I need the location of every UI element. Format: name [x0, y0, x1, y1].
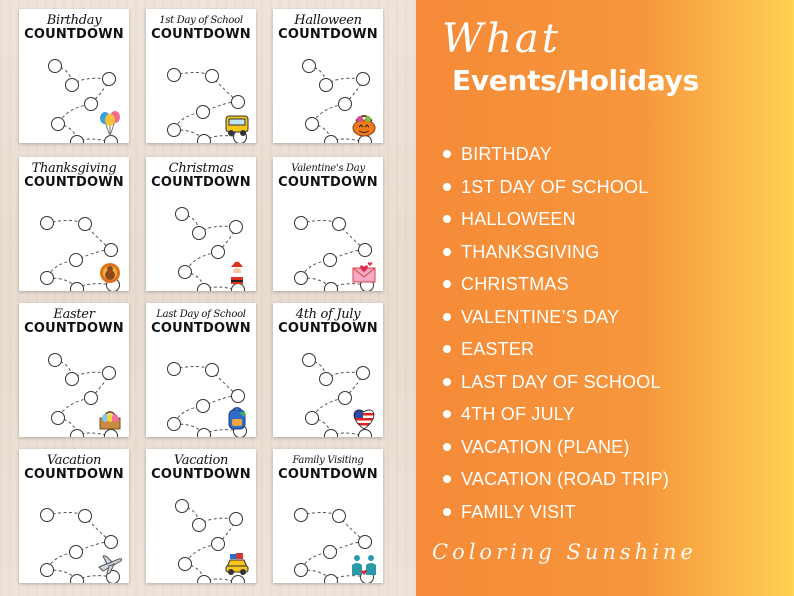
countdown-circle	[71, 575, 84, 584]
countdown-circle	[52, 118, 65, 131]
bullet-icon	[443, 150, 451, 158]
card-subtitle: COUNTDOWN	[151, 467, 251, 482]
card-title: Thanksgiving	[31, 161, 117, 176]
countdown-circle	[320, 79, 333, 92]
countdown-circle	[212, 538, 225, 551]
countdown-circle	[193, 227, 206, 240]
countdown-circle	[357, 367, 370, 380]
event-label: EASTER	[461, 339, 535, 359]
event-item	[441, 403, 669, 436]
bullet-icon	[443, 183, 451, 191]
event-label: VACATION (PLANE)	[461, 436, 630, 457]
countdown-card	[146, 9, 256, 143]
countdown-circle	[212, 246, 225, 259]
countdown-circle	[333, 218, 346, 231]
countdown-circle	[71, 136, 84, 144]
countdown-circle	[197, 106, 210, 119]
countdown-circle	[206, 364, 219, 377]
countdown-circle	[303, 354, 316, 367]
bullet-icon	[443, 345, 451, 353]
countdown-circle	[105, 244, 118, 257]
countdown-circle	[105, 536, 118, 549]
countdown-circle	[66, 373, 79, 386]
countdown-circle	[306, 412, 319, 425]
countdown-circle	[339, 98, 352, 111]
bullet-icon	[443, 313, 451, 321]
event-label: LAST DAY OF SCHOOL	[461, 371, 661, 392]
countdown-card	[19, 9, 129, 143]
card-title: Vacation	[173, 453, 229, 468]
backpack-icon	[224, 405, 250, 431]
turkey-icon	[97, 259, 123, 285]
countdown-circle	[70, 546, 83, 559]
card-title: 1st Day of School	[159, 15, 243, 26]
pumpkin-basket-icon	[351, 111, 377, 137]
family-icon	[351, 551, 377, 577]
countdown-card	[273, 157, 383, 291]
countdown-circle	[325, 136, 338, 144]
card-subtitle: COUNTDOWN	[24, 27, 124, 42]
heading-main: Events/Holidays	[452, 64, 699, 97]
countdown-circle	[357, 73, 370, 86]
card-subtitle: COUNTDOWN	[151, 175, 251, 190]
countdown-circle	[359, 244, 372, 257]
countdown-circle	[306, 118, 319, 131]
countdown-circle	[295, 217, 308, 230]
countdown-circle	[320, 373, 333, 386]
event-item	[441, 436, 669, 469]
countdown-card	[19, 449, 129, 583]
event-item	[441, 241, 669, 274]
bullet-icon	[443, 475, 451, 483]
countdown-circle	[66, 79, 79, 92]
countdown-circle	[325, 283, 338, 292]
card-title: Christmas	[168, 161, 234, 176]
countdown-card	[19, 303, 129, 437]
bullet-icon	[443, 508, 451, 516]
countdown-circle	[324, 546, 337, 559]
card-title: 4th of July	[295, 307, 361, 322]
bullet-icon	[443, 248, 451, 256]
countdown-card	[146, 449, 256, 583]
countdown-circle	[303, 60, 316, 73]
countdown-circle	[325, 430, 338, 438]
bullet-icon	[443, 280, 451, 288]
love-letter-icon	[351, 259, 377, 285]
countdown-circle	[333, 510, 346, 523]
countdown-circle	[49, 354, 62, 367]
bullet-icon	[443, 410, 451, 418]
countdown-card	[273, 449, 383, 583]
countdown-circle	[324, 254, 337, 267]
countdown-circle	[85, 392, 98, 405]
countdown-circle	[70, 254, 83, 267]
event-item	[441, 273, 669, 306]
event-label: BIRTHDAY	[461, 144, 552, 164]
countdown-circle	[49, 60, 62, 73]
event-label: CHRISTMAS	[461, 274, 569, 294]
countdown-circle	[168, 124, 181, 137]
event-label: FAMILY VISIT	[461, 501, 576, 522]
santa-icon	[224, 259, 250, 285]
card-subtitle: COUNTDOWN	[278, 321, 378, 336]
countdown-circle	[198, 429, 211, 438]
countdown-circle	[232, 96, 245, 109]
countdown-circle	[197, 400, 210, 413]
event-item	[441, 501, 669, 534]
card-subtitle: COUNTDOWN	[278, 27, 378, 42]
countdown-circle	[230, 221, 243, 234]
events-list	[441, 143, 669, 533]
card-subtitle: COUNTDOWN	[278, 467, 378, 482]
event-item	[441, 208, 669, 241]
countdown-circle	[359, 536, 372, 549]
easter-basket-icon	[97, 405, 123, 431]
event-item	[441, 176, 669, 209]
event-label: 4TH OF JULY	[461, 404, 575, 424]
event-item	[441, 306, 669, 339]
car-luggage-icon	[224, 551, 250, 577]
countdown-circle	[79, 218, 92, 231]
countdown-circle	[176, 208, 189, 221]
countdown-circle	[198, 284, 211, 292]
countdown-circle	[325, 575, 338, 584]
card-title: Birthday	[46, 13, 102, 28]
countdown-circle	[230, 513, 243, 526]
event-item	[441, 468, 669, 501]
countdown-circle	[339, 392, 352, 405]
school-bus-icon	[224, 111, 250, 137]
card-subtitle: COUNTDOWN	[24, 467, 124, 482]
event-label: VALENTINE’S DAY	[461, 306, 620, 327]
countdown-circle	[41, 272, 54, 285]
countdown-card	[146, 157, 256, 291]
countdown-circle	[232, 390, 245, 403]
countdown-circle	[71, 283, 84, 292]
event-item	[441, 143, 669, 176]
countdown-circle	[295, 564, 308, 577]
card-subtitle: COUNTDOWN	[24, 321, 124, 336]
event-item	[441, 338, 669, 371]
card-title: Halloween	[294, 13, 362, 28]
airplane-icon	[97, 551, 123, 577]
event-label: 1ST DAY OF SCHOOL	[461, 176, 649, 197]
card-subtitle: COUNTDOWN	[151, 321, 251, 336]
countdown-circle	[79, 510, 92, 523]
countdown-circle	[103, 73, 116, 86]
card-title: Family Visiting	[292, 455, 364, 466]
countdown-card	[19, 157, 129, 291]
bullet-icon	[443, 378, 451, 386]
event-label: HALLOWEEN	[461, 209, 576, 229]
countdown-circle	[41, 217, 54, 230]
countdown-circle	[41, 509, 54, 522]
event-item	[441, 371, 669, 404]
card-subtitle: COUNTDOWN	[24, 175, 124, 190]
bullet-icon	[443, 215, 451, 223]
countdown-circle	[52, 412, 65, 425]
bullet-icon	[443, 443, 451, 451]
countdown-circle	[295, 272, 308, 285]
balloons-icon	[97, 111, 123, 137]
countdown-circle	[176, 500, 189, 513]
countdown-card	[273, 303, 383, 437]
event-label: VACATION (ROAD TRIP)	[461, 469, 670, 489]
countdown-circle	[41, 564, 54, 577]
countdown-circle	[206, 70, 219, 83]
countdown-circle	[85, 98, 98, 111]
countdown-circle	[71, 430, 84, 438]
countdown-circle	[168, 418, 181, 431]
flag-heart-icon	[351, 405, 377, 431]
card-title: Vacation	[46, 453, 102, 468]
event-label: THANKSGIVING	[461, 241, 600, 262]
countdown-circle	[198, 135, 211, 144]
countdown-circle	[103, 367, 116, 380]
countdown-circle	[179, 558, 192, 571]
countdown-circle	[193, 519, 206, 532]
card-title: Easter	[53, 307, 95, 322]
card-title: Valentine's Day	[291, 163, 365, 174]
heading-script: What	[442, 16, 561, 62]
countdown-card	[273, 9, 383, 143]
countdown-circle	[198, 576, 211, 584]
brand-name: Coloring Sunshine	[432, 540, 697, 564]
countdown-circle	[295, 509, 308, 522]
card-subtitle: COUNTDOWN	[151, 27, 251, 42]
countdown-circle	[168, 363, 181, 376]
countdown-circle	[168, 69, 181, 82]
countdown-circle	[179, 266, 192, 279]
countdown-card	[146, 303, 256, 437]
card-title: Last Day of School	[156, 309, 246, 320]
card-subtitle: COUNTDOWN	[278, 175, 378, 190]
